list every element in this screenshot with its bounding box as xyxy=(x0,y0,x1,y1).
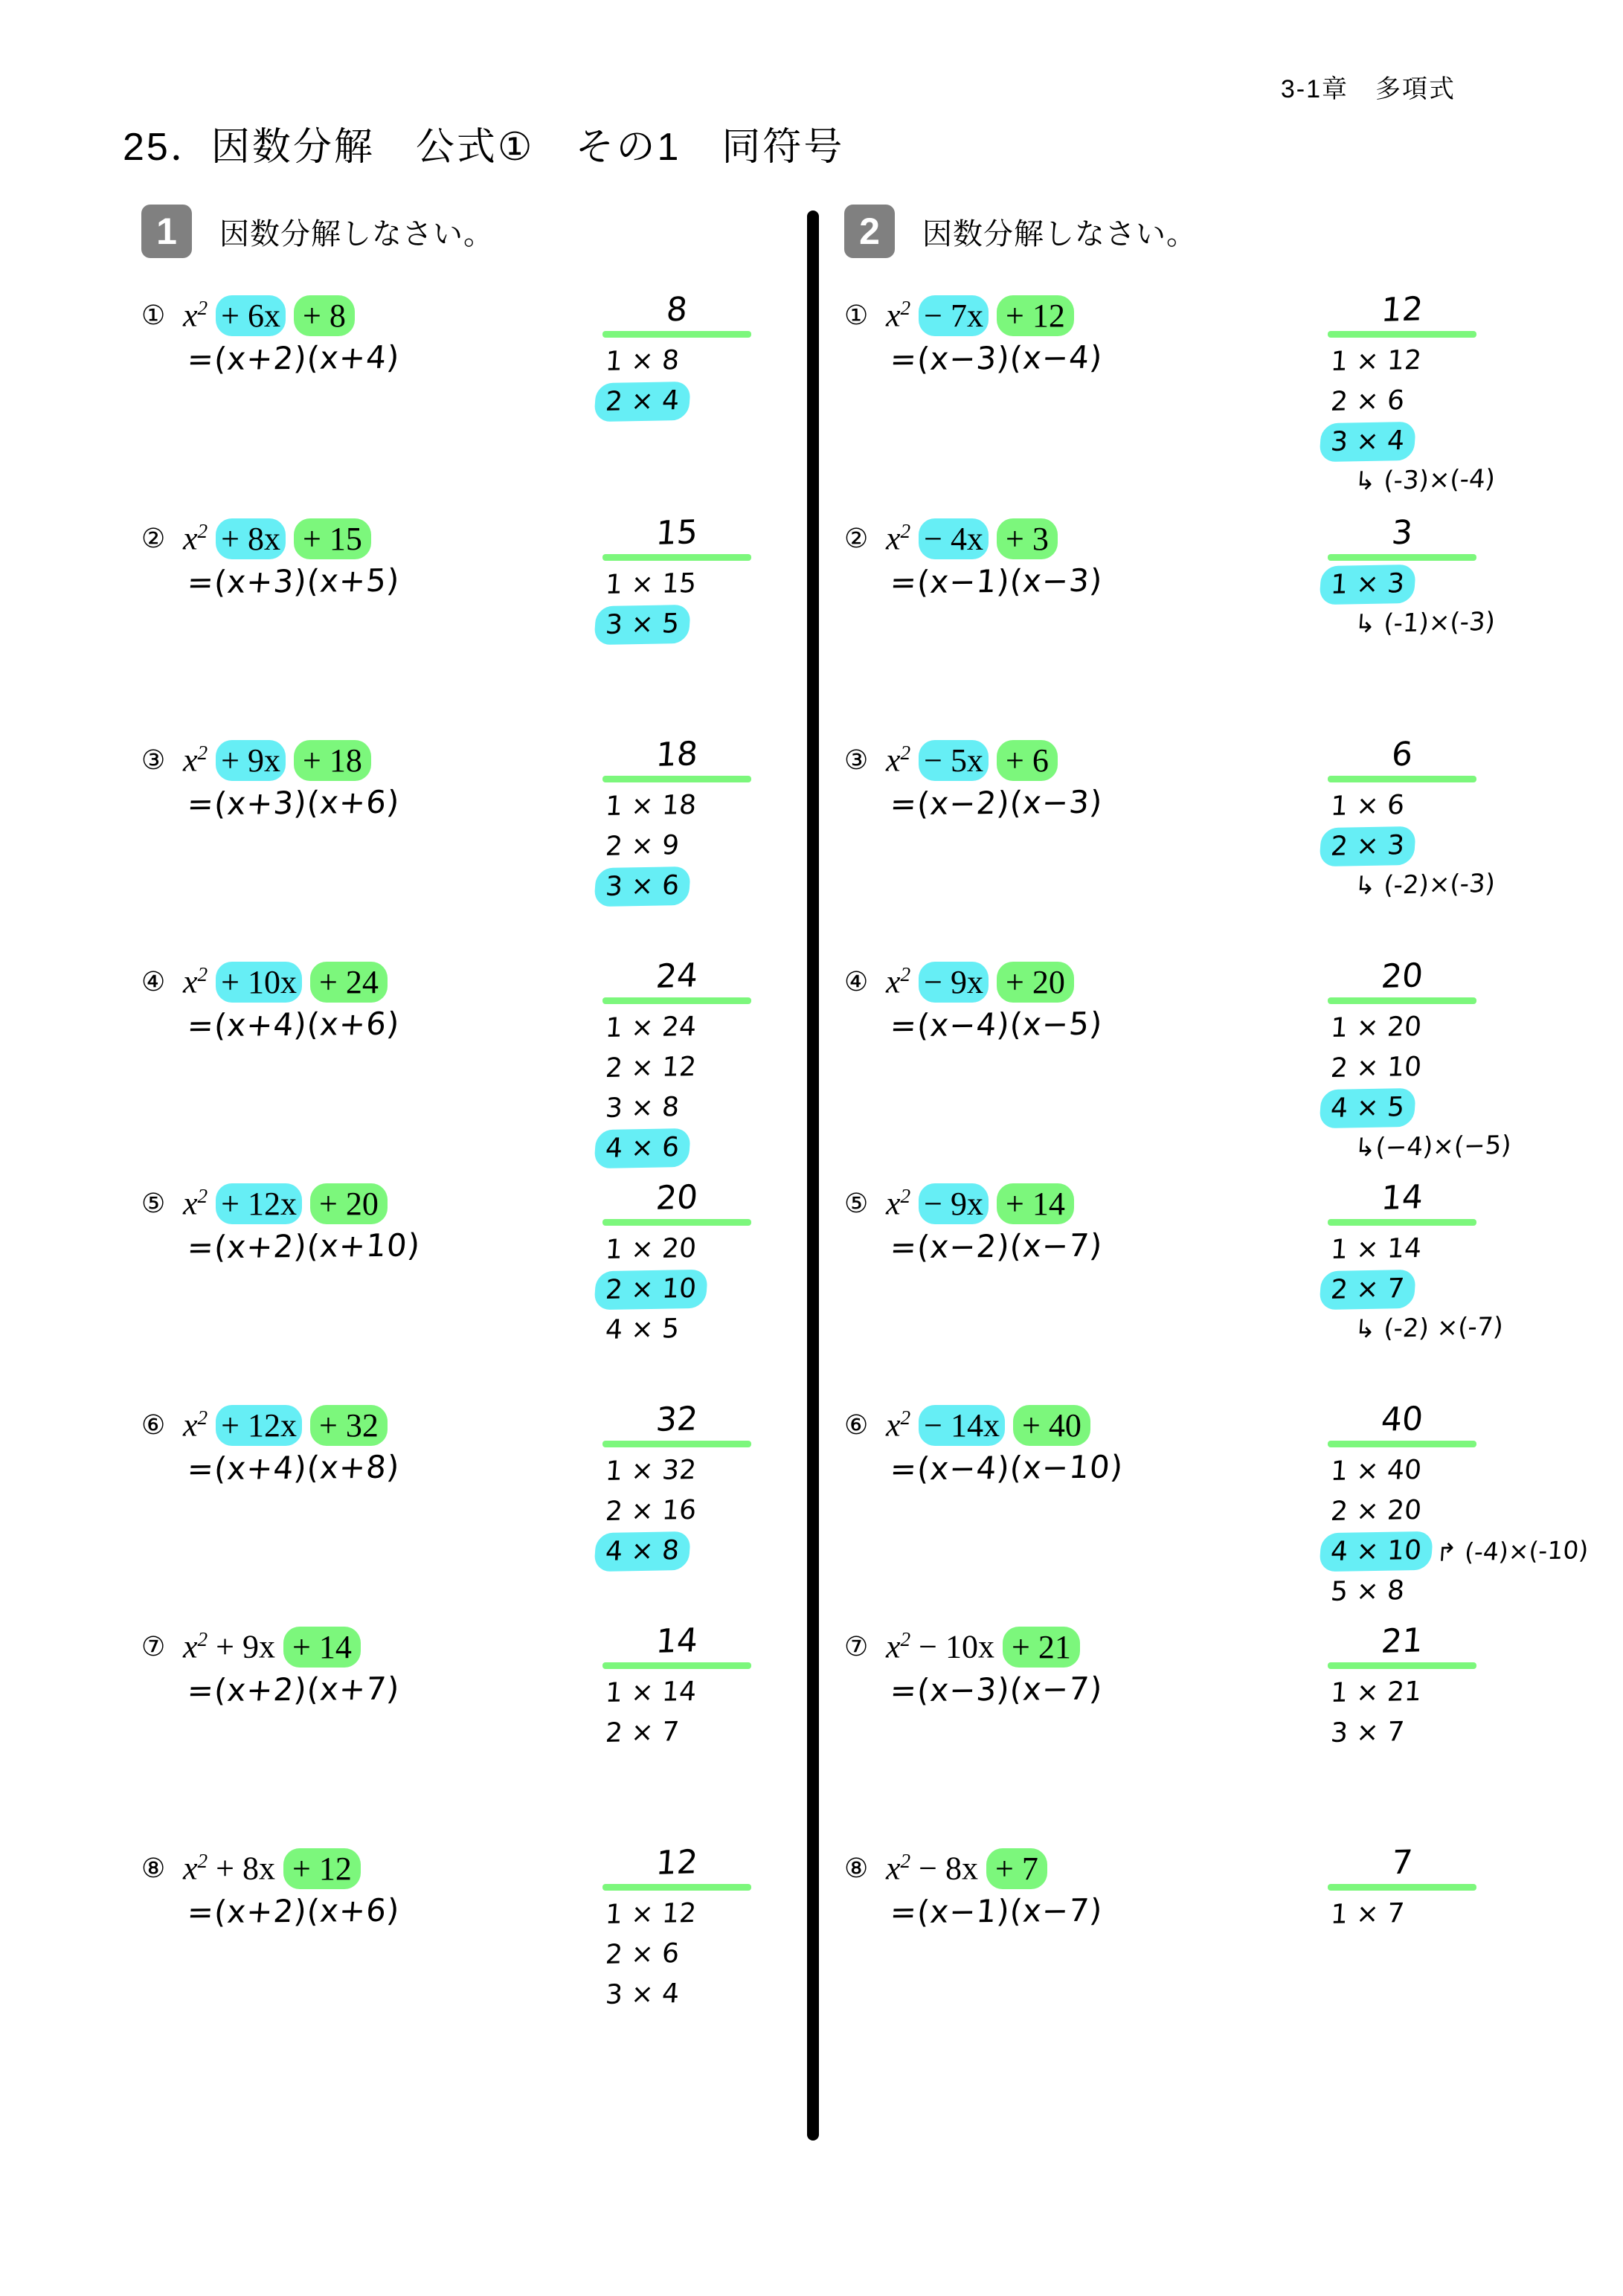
problem-expression xyxy=(183,1850,361,1887)
factor-underline xyxy=(1328,331,1476,338)
factor-pair-row xyxy=(594,1673,753,1714)
expression-exponent: 2 xyxy=(197,520,208,542)
factor-total: 8 xyxy=(665,290,690,329)
problem-number: ② xyxy=(844,524,869,554)
factor-total: 20 xyxy=(1380,956,1424,996)
expression-exponent: 2 xyxy=(197,1406,208,1429)
factor-pair-row xyxy=(594,1049,753,1089)
factor-sign-arrow: ↳ (-1)×(-3) xyxy=(1353,606,1497,640)
factor-pair-work xyxy=(595,1621,751,1754)
expression-middle-term: − 4x xyxy=(919,518,989,559)
section-badge: 2 xyxy=(844,205,895,258)
factor-pair-text: 3 × 4 xyxy=(604,1978,681,2010)
factor-pair-text: 2 × 10 xyxy=(1329,1051,1423,1084)
problem-item xyxy=(141,956,781,1182)
problem-expression xyxy=(886,963,1074,1000)
handwritten-answer: =(x−3)(x−7) xyxy=(888,1670,1105,1709)
factor-underline xyxy=(1328,1219,1476,1226)
factor-pair-row xyxy=(594,1270,753,1311)
expression-constant-term: + 20 xyxy=(997,962,1074,1003)
handwritten-answer: =(x+2)(x+4) xyxy=(185,338,402,378)
expression-middle-term: − 10x xyxy=(919,1628,994,1665)
handwritten-answer: =(x+2)(x+7) xyxy=(185,1670,402,1709)
factor-total: 7 xyxy=(1390,1843,1415,1882)
factor-pair-work xyxy=(595,513,751,646)
factor-pair-row xyxy=(1319,1673,1479,1714)
factor-sign-arrow: ↱ (-4)×(-10) xyxy=(1435,1535,1590,1567)
factor-pair-row xyxy=(594,827,753,867)
problem-number: ⑦ xyxy=(844,1632,869,1662)
expression-constant-term: + 15 xyxy=(294,518,371,559)
factor-pair-text: 4 × 5 xyxy=(604,1313,681,1345)
problem-expression xyxy=(886,297,1074,334)
problem-item xyxy=(141,1178,781,1403)
factor-pair-row xyxy=(594,565,753,605)
problem-expression xyxy=(886,1185,1074,1222)
factor-sign-arrow: ↳ (-3)×(-4) xyxy=(1353,463,1497,497)
expression-exponent: 2 xyxy=(197,963,208,985)
problem-number: ⑤ xyxy=(844,1189,869,1219)
problem-expression xyxy=(183,297,355,334)
factor-total: 32 xyxy=(655,1400,699,1439)
factor-pair-text: 2 × 9 xyxy=(604,830,681,862)
factor-pair-row xyxy=(594,382,753,422)
expression-variable: x xyxy=(886,520,901,557)
factor-pair-row xyxy=(1319,1572,1590,1612)
section-instruction: 因数分解しなさい。 xyxy=(922,218,1197,251)
factor-pair-row xyxy=(594,1935,753,1975)
expression-middle-term: + 12x xyxy=(216,1405,302,1446)
factor-pair-text: 2 × 7 xyxy=(604,1717,681,1749)
chapter-label: 3-1章 多項式 xyxy=(1280,75,1456,103)
factor-pair-text: 3 × 7 xyxy=(1329,1717,1406,1749)
expression-constant-term: + 21 xyxy=(1003,1627,1080,1668)
handwritten-answer: =(x+3)(x+5) xyxy=(185,562,402,601)
factor-underline xyxy=(602,1219,751,1226)
factor-pair-text: 1 × 6 xyxy=(1329,790,1406,822)
expression-constant-term: + 6 xyxy=(997,740,1058,781)
factor-pair-row xyxy=(594,1311,753,1351)
expression-middle-term: − 9x xyxy=(919,962,989,1003)
factor-pair-work xyxy=(1320,735,1497,906)
problem-number: ① xyxy=(141,300,166,331)
expression-variable: x xyxy=(183,1406,198,1444)
expression-middle-term: + 12x xyxy=(216,1183,302,1224)
expression-constant-term: + 8 xyxy=(294,295,355,336)
expression-variable: x xyxy=(886,963,901,1000)
factor-pair-text: 1 × 20 xyxy=(1329,1011,1423,1044)
problem-expression xyxy=(183,742,371,779)
factor-pair-text: 1 × 20 xyxy=(604,1232,698,1266)
expression-constant-term: + 14 xyxy=(997,1183,1074,1224)
factor-pair-text: 3 × 8 xyxy=(604,1092,681,1124)
factor-pair-row xyxy=(1319,382,1497,422)
factor-underline xyxy=(1328,1884,1476,1891)
handwritten-answer: =(x+2)(x+10) xyxy=(185,1226,422,1266)
factor-underline xyxy=(602,331,751,338)
problem-number: ⑥ xyxy=(844,1410,869,1441)
problem-item xyxy=(141,1621,781,1847)
factor-pair-work xyxy=(595,735,751,907)
factor-pair-text: 4 × 5 xyxy=(1319,1088,1416,1128)
factor-pair-text: 2 × 6 xyxy=(1329,385,1406,417)
factor-pair-text: 1 × 24 xyxy=(604,1011,698,1044)
expression-constant-term: + 24 xyxy=(310,962,388,1003)
expression-exponent: 2 xyxy=(900,1185,911,1207)
expression-middle-term: + 10x xyxy=(216,962,302,1003)
factor-underline xyxy=(602,1441,751,1447)
problem-number: ⑥ xyxy=(141,1410,166,1441)
expression-middle-term: − 9x xyxy=(919,1183,989,1224)
section-header xyxy=(844,205,1588,261)
expression-exponent: 2 xyxy=(197,1850,208,1872)
factor-pair-text: 2 × 16 xyxy=(604,1494,698,1528)
factor-pair-text: 1 × 3 xyxy=(1319,565,1416,605)
factor-underline xyxy=(1328,776,1476,782)
factor-pair-work xyxy=(595,1843,751,2016)
problem-expression xyxy=(183,1406,388,1444)
factor-total: 21 xyxy=(1380,1621,1424,1661)
problem-column-2 xyxy=(844,205,1590,1931)
handwritten-answer: =(x−1)(x−3) xyxy=(888,562,1105,601)
factor-underline xyxy=(602,554,751,561)
factor-pair-row xyxy=(594,342,753,382)
problem-expression xyxy=(183,963,388,1000)
handwritten-answer: =(x−2)(x−7) xyxy=(888,1226,1105,1266)
expression-middle-term: + 9x xyxy=(216,740,286,781)
factor-pair-row xyxy=(1319,787,1497,827)
expression-exponent: 2 xyxy=(900,1406,911,1429)
expression-constant-term: + 32 xyxy=(310,1405,388,1446)
factor-pair-text: 1 × 14 xyxy=(1329,1232,1423,1266)
expression-middle-term: − 14x xyxy=(919,1405,1005,1446)
expression-variable: x xyxy=(183,963,198,1000)
factor-pair-work xyxy=(595,1400,751,1572)
expression-constant-term: + 18 xyxy=(294,740,371,781)
problem-expression xyxy=(183,520,371,557)
page-title: 25．因数分解 公式① その1 同符号 xyxy=(123,126,845,169)
expression-constant-term: + 12 xyxy=(283,1848,361,1889)
problem-expression xyxy=(183,1628,361,1665)
handwritten-answer: =(x+4)(x+8) xyxy=(185,1448,402,1488)
factor-pair-text: 2 × 3 xyxy=(1319,826,1416,866)
expression-middle-term: + 6x xyxy=(216,295,286,336)
factor-pair-text: 5 × 8 xyxy=(1329,1575,1406,1607)
factor-pair-text: 2 × 6 xyxy=(604,1938,681,1970)
factor-pair-row xyxy=(594,1089,753,1129)
problem-number: ⑧ xyxy=(844,1853,869,1884)
factor-pair-row xyxy=(594,1714,753,1754)
expression-exponent: 2 xyxy=(900,1628,911,1650)
expression-exponent: 2 xyxy=(197,297,208,319)
problem-number: ④ xyxy=(141,967,166,997)
expression-variable: x xyxy=(183,1850,198,1887)
problem-expression xyxy=(886,520,1058,557)
problem-expression xyxy=(183,1185,388,1222)
problem-expression xyxy=(886,1406,1090,1444)
factor-pair-row xyxy=(594,787,753,827)
expression-variable: x xyxy=(886,742,901,779)
factor-total: 12 xyxy=(1380,290,1424,329)
factor-sign-arrow: ↳ (-2)×(-3) xyxy=(1353,868,1497,901)
handwritten-answer: =(x−4)(x−5) xyxy=(888,1005,1105,1044)
problem-number: ③ xyxy=(141,745,166,776)
expression-exponent: 2 xyxy=(900,963,911,985)
problem-number: ⑦ xyxy=(141,1632,166,1662)
problem-number: ⑤ xyxy=(141,1189,166,1219)
factor-pair-text: 4 × 6 xyxy=(594,1128,691,1168)
section-instruction: 因数分解しなさい。 xyxy=(219,218,494,251)
factor-pair-row xyxy=(594,867,753,907)
factor-sign-arrow: ↳ (-2) ×(-7) xyxy=(1353,1311,1505,1345)
problem-number: ② xyxy=(141,524,166,554)
problem-number: ③ xyxy=(844,745,869,776)
factor-pair-text: 2 × 12 xyxy=(604,1051,698,1084)
factor-total: 15 xyxy=(655,513,699,553)
factor-pair-row xyxy=(594,1975,753,2016)
factor-pair-work xyxy=(1320,956,1512,1168)
expression-exponent: 2 xyxy=(900,1850,911,1872)
factor-pair-row xyxy=(1319,1714,1479,1754)
problem-item xyxy=(844,1400,1590,1625)
problem-item xyxy=(141,513,781,739)
problem-item xyxy=(844,735,1588,960)
factor-underline xyxy=(1328,1441,1476,1447)
factor-pair-row xyxy=(1319,1492,1590,1532)
factor-underline xyxy=(602,1662,751,1669)
handwritten-answer: =(x+4)(x+6) xyxy=(185,1005,402,1044)
expression-exponent: 2 xyxy=(900,742,911,764)
factor-total: 3 xyxy=(1390,513,1415,553)
factor-pair-text: 1 × 40 xyxy=(1329,1454,1423,1488)
expression-variable: x xyxy=(183,1185,198,1222)
factor-pair-text: 3 × 4 xyxy=(1319,422,1416,462)
handwritten-answer: =(x+2)(x+6) xyxy=(185,1891,402,1931)
expression-variable: x xyxy=(886,297,901,334)
expression-constant-term: + 3 xyxy=(997,518,1058,559)
problem-number: ① xyxy=(844,300,869,331)
factor-total: 18 xyxy=(655,735,699,774)
handwritten-answer: =(x−2)(x−3) xyxy=(888,783,1105,823)
handwritten-answer: =(x−4)(x−10) xyxy=(888,1448,1125,1488)
expression-variable: x xyxy=(886,1850,901,1887)
factor-pair-row xyxy=(594,1895,753,1935)
factor-pair-work xyxy=(595,290,751,422)
factor-pair-row xyxy=(1319,342,1497,382)
factor-pair-row xyxy=(1319,1230,1505,1270)
problem-column-1 xyxy=(141,205,781,2010)
factor-sign-arrow: ↳(−4)×(−5) xyxy=(1353,1130,1512,1163)
expression-middle-term: − 8x xyxy=(919,1850,978,1887)
factor-pair-row xyxy=(1319,1895,1479,1935)
expression-middle-term: + 8x xyxy=(216,518,286,559)
expression-variable: x xyxy=(886,1185,901,1222)
factor-total: 14 xyxy=(655,1621,699,1661)
factor-pair-text: 2 × 20 xyxy=(1329,1494,1423,1528)
expression-variable: x xyxy=(183,742,198,779)
handwritten-answer: =(x−1)(x−7) xyxy=(888,1891,1105,1931)
factor-pair-text: 1 × 8 xyxy=(604,345,681,377)
expression-exponent: 2 xyxy=(197,742,208,764)
problem-item xyxy=(844,1178,1588,1403)
factor-total: 14 xyxy=(1380,1178,1424,1218)
expression-middle-term: + 9x xyxy=(216,1628,275,1665)
expression-constant-term: + 14 xyxy=(283,1627,361,1668)
factor-pair-text: 1 × 21 xyxy=(1329,1676,1423,1709)
factor-pair-text: 3 × 5 xyxy=(594,605,691,645)
problem-item xyxy=(844,956,1588,1182)
factor-pair-text: 1 × 32 xyxy=(604,1454,698,1488)
factor-pair-work xyxy=(1320,1843,1476,1935)
factor-pair-work xyxy=(1320,1400,1590,1612)
problem-item xyxy=(141,735,781,960)
factor-pair-row xyxy=(594,1452,753,1492)
expression-variable: x xyxy=(886,1628,901,1665)
factor-pair-row xyxy=(594,1230,753,1270)
factor-pair-work xyxy=(595,1178,751,1351)
problem-item xyxy=(141,1400,781,1625)
factor-pair-row xyxy=(1319,1532,1590,1572)
problem-item xyxy=(844,513,1588,739)
problem-number: ⑧ xyxy=(141,1853,166,1884)
factor-pair-text: 1 × 12 xyxy=(1329,344,1423,378)
factor-pair-work xyxy=(1320,1621,1476,1754)
problem-item xyxy=(844,1621,1588,1847)
factor-pair-text: 1 × 12 xyxy=(604,1897,698,1931)
problem-item xyxy=(844,290,1588,515)
factor-pair-text: 3 × 6 xyxy=(594,866,691,907)
factor-pair-text: 2 × 4 xyxy=(594,382,691,422)
factor-pair-row xyxy=(594,1532,753,1572)
expression-variable: x xyxy=(183,520,198,557)
factor-pair-work xyxy=(595,956,751,1169)
section-header xyxy=(141,205,781,261)
expression-constant-term: + 7 xyxy=(986,1848,1047,1889)
factor-underline xyxy=(1328,1662,1476,1669)
factor-underline xyxy=(1328,554,1476,561)
factor-pair-row xyxy=(594,605,753,646)
section-badge: 1 xyxy=(141,205,192,258)
factor-underline xyxy=(602,1884,751,1891)
factor-underline xyxy=(602,997,751,1004)
expression-variable: x xyxy=(183,297,198,334)
factor-pair-text: 1 × 7 xyxy=(1329,1898,1406,1930)
problem-item xyxy=(141,290,781,515)
expression-middle-term: − 5x xyxy=(919,740,989,781)
factor-pair-row xyxy=(594,1492,753,1532)
factor-pair-work xyxy=(1320,513,1497,644)
factor-pair-row xyxy=(1319,422,1497,463)
problem-item xyxy=(844,1843,1588,2068)
factor-total: 6 xyxy=(1390,735,1415,774)
problem-item xyxy=(141,1843,781,2068)
handwritten-answer: =(x−3)(x−4) xyxy=(888,338,1105,378)
factor-pair-row xyxy=(594,1009,753,1049)
expression-exponent: 2 xyxy=(900,297,911,319)
factor-pair-row xyxy=(1319,1452,1590,1492)
expression-constant-term: + 12 xyxy=(997,295,1074,336)
factor-total: 40 xyxy=(1380,1400,1424,1439)
problem-expression xyxy=(886,742,1058,779)
problem-number: ④ xyxy=(844,967,869,997)
factor-pair-row xyxy=(1319,1009,1513,1049)
factor-total: 24 xyxy=(655,956,699,996)
factor-pair-row xyxy=(594,1129,753,1169)
factor-pair-work xyxy=(1320,290,1497,501)
factor-pair-text: 4 × 8 xyxy=(594,1531,691,1572)
expression-exponent: 2 xyxy=(900,520,911,542)
expression-exponent: 2 xyxy=(197,1628,208,1650)
factor-pair-row xyxy=(1319,1270,1505,1311)
problem-expression xyxy=(886,1628,1080,1665)
factor-underline xyxy=(1328,997,1476,1004)
factor-total: 12 xyxy=(655,1843,699,1882)
problem-expression xyxy=(886,1850,1047,1887)
factor-pair-text: 2 × 7 xyxy=(1319,1270,1416,1310)
expression-variable: x xyxy=(886,1406,901,1444)
handwritten-answer: =(x+3)(x+6) xyxy=(185,783,402,823)
factor-pair-row xyxy=(1319,565,1497,605)
factor-pair-text: 4 × 10 xyxy=(1319,1531,1433,1572)
factor-pair-text: 1 × 15 xyxy=(604,567,698,601)
column-divider xyxy=(807,210,819,2141)
factor-pair-text: 1 × 14 xyxy=(604,1676,698,1709)
factor-pair-row xyxy=(1319,827,1497,867)
expression-exponent: 2 xyxy=(197,1185,208,1207)
expression-constant-term: + 40 xyxy=(1013,1405,1090,1446)
expression-variable: x xyxy=(183,1628,198,1665)
factor-pair-row xyxy=(1319,1049,1513,1089)
factor-underline xyxy=(602,776,751,782)
expression-middle-term: + 8x xyxy=(216,1850,275,1887)
factor-total: 20 xyxy=(655,1178,699,1218)
factor-pair-text: 1 × 18 xyxy=(604,789,698,823)
factor-pair-work xyxy=(1320,1178,1505,1349)
expression-constant-term: + 20 xyxy=(310,1183,388,1224)
factor-pair-text: 2 × 10 xyxy=(594,1270,708,1311)
expression-middle-term: − 7x xyxy=(919,295,989,336)
factor-pair-row xyxy=(1319,1089,1513,1129)
